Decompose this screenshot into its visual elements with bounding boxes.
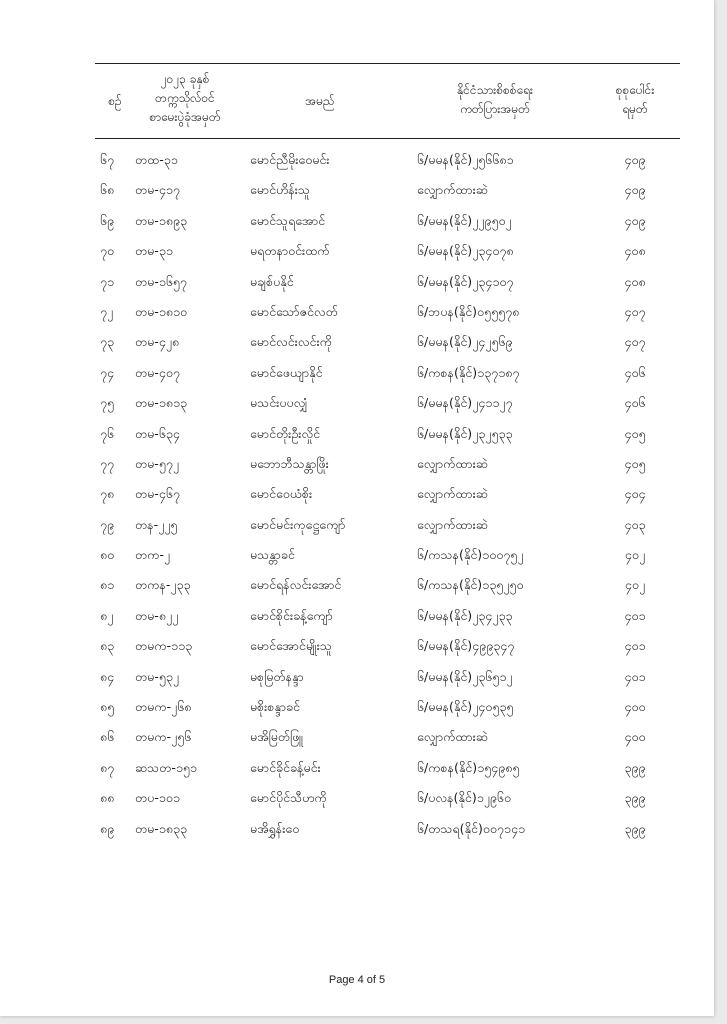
row-number: ၇၇ bbox=[100, 455, 115, 471]
roll-number: တမ-၄၀၇ bbox=[135, 364, 180, 380]
student-name: မောင်ဖေယျာနိုင် bbox=[250, 364, 323, 380]
nrc-number: ၆/မမန(နိုင်)၂၃၄၀၇၈ bbox=[417, 243, 514, 259]
total-score: ၄၀၄ bbox=[624, 486, 646, 502]
table-row bbox=[0, 147, 714, 177]
roll-number: ဆသတ-၁၅၁ bbox=[135, 759, 197, 775]
roll-number: တမ-၄၆၇ bbox=[135, 486, 180, 502]
student-name: မရတနာဝင်းထက် bbox=[250, 243, 330, 259]
table-row bbox=[0, 512, 714, 542]
table-body bbox=[0, 147, 714, 846]
row-number: ၇၃ bbox=[100, 334, 115, 350]
roll-number: တမ-၁၈၉၃ bbox=[135, 212, 188, 228]
student-name: မောင်ပိုင်သီဟကို bbox=[250, 790, 327, 806]
student-name: မစိုးစန္ဒာခင် bbox=[250, 699, 300, 715]
student-name: မောင်သော်ဇင်လတ် bbox=[250, 303, 338, 319]
page-number: Page 4 of 5 bbox=[328, 974, 386, 986]
nrc-number: ၆/မမန(နိုင်)၂၂၉၅၀၂ bbox=[417, 212, 512, 228]
nrc-number: ၆/ကစန(နိုင်)၁၅၄၉၈၅ bbox=[417, 759, 520, 775]
student-name: မစုမြတ်နန္ဒာ bbox=[250, 668, 304, 684]
table-row bbox=[0, 785, 714, 815]
nrc-number: လျှောက်ထားဆဲ bbox=[417, 455, 488, 471]
student-name: မောင်မင်းကုဋ္ဌေကျော် bbox=[250, 516, 346, 532]
table-row bbox=[0, 451, 714, 481]
nrc-number: ၆/မမန(နိုင်)၂၃၄၂၃၃ bbox=[417, 607, 513, 623]
roll-number: တမ-၈၂၂ bbox=[135, 607, 179, 623]
table-top-rule bbox=[95, 63, 680, 64]
nrc-number: ၆/မမန(နိုင်)၂၅၆၆၈၁ bbox=[417, 152, 514, 167]
header-no: စဉ် bbox=[108, 94, 122, 108]
nrc-number: ၆/မမန(နိုင်)၄၉၉၃၄၇ bbox=[417, 638, 515, 654]
total-score: ၄၀၈ bbox=[624, 243, 646, 259]
student-name: မချစ်ပနိုင် bbox=[250, 273, 294, 289]
table-row bbox=[0, 724, 714, 754]
roll-number: တမ-၁၈၁၀ bbox=[135, 303, 188, 319]
total-score: ၄၀၂ bbox=[624, 577, 646, 593]
nrc-number: လျှောက်ထားဆဲ bbox=[417, 182, 488, 198]
row-number: ၇၉ bbox=[100, 516, 115, 532]
row-number: ၈၁ bbox=[100, 577, 115, 593]
roll-number: တက-၂ bbox=[135, 547, 171, 563]
table-row bbox=[0, 269, 714, 299]
row-number: ၈၇ bbox=[100, 759, 115, 775]
nrc-number: ၆/ပလန(နိုင်)၁၂၉၆၀ bbox=[417, 790, 511, 806]
table-row bbox=[0, 572, 714, 602]
row-number: ၇၁ bbox=[100, 273, 115, 289]
nrc-number: ၆/မမန(နိုင်)၂၄၁၁၂၇ bbox=[417, 395, 513, 411]
table-row bbox=[0, 299, 714, 329]
nrc-number: လျှောက်ထားဆဲ bbox=[417, 729, 488, 745]
total-score: ၄၀၁ bbox=[624, 607, 646, 623]
roll-number: တပ-၁၀၁ bbox=[135, 790, 180, 806]
roll-number: တထ-၃၁ bbox=[135, 152, 178, 167]
nrc-number: ၆/တသရ(နိုင်)၀၀၇၁၄၁ bbox=[417, 820, 526, 836]
row-number: ၆၇ bbox=[100, 152, 115, 167]
nrc-number: ၆/မမန(နိုင်)၂၃၄၁၀၇ bbox=[417, 273, 514, 289]
student-name: မောင်ဟိန်းသူ bbox=[250, 182, 310, 198]
roll-number: တမက-၂၆၈ bbox=[135, 699, 192, 715]
table-row bbox=[0, 664, 714, 694]
student-name: မောင်ခိုင်ခန့်မင်း bbox=[250, 759, 321, 775]
row-number: ၇၀ bbox=[100, 243, 115, 259]
nrc-number: ၆/မမန(နိုင်)၂၄၀၅၃၅ bbox=[417, 699, 514, 715]
table-row bbox=[0, 633, 714, 663]
row-number: ၆၈ bbox=[100, 182, 115, 198]
nrc-number: လျှောက်ထားဆဲ bbox=[417, 516, 488, 532]
total-score: ၄၀၅ bbox=[624, 455, 646, 471]
roll-number: တကန-၂၃၃ bbox=[135, 577, 191, 593]
row-number: ၈၅ bbox=[100, 699, 115, 715]
total-score: ၄၀၉ bbox=[624, 182, 646, 198]
roll-number: တမ-၁၈၁၃ bbox=[135, 395, 188, 411]
row-number: ၇၄ bbox=[100, 364, 115, 380]
row-number: ၇၈ bbox=[100, 486, 115, 502]
total-score: ၄၀၇ bbox=[624, 303, 646, 319]
total-score: ၄၀၁ bbox=[624, 638, 646, 654]
total-score: ၃၉၉ bbox=[624, 759, 646, 775]
table-row bbox=[0, 694, 714, 724]
header-roll: ၂၀၂၃ ခုနှစ် တက္ကသိုလ်ဝင် စာမေးပွဲခုံအမှတ် bbox=[149, 72, 221, 124]
row-number: ၈၄ bbox=[100, 668, 115, 684]
table-row bbox=[0, 421, 714, 451]
row-number: ၈၆ bbox=[100, 729, 115, 745]
student-name: မအိမြတ်ဖြူ bbox=[250, 729, 303, 745]
nrc-number: ၆/မမန(နိုင်)၂၃၆၅၁၂ bbox=[417, 668, 513, 684]
student-name: မသန္တာခင် bbox=[250, 547, 295, 563]
total-score: ၄၀၇ bbox=[624, 334, 646, 350]
student-name: မောင်သူရအောင် bbox=[250, 212, 326, 228]
student-name: မသင်းပပလျှံ bbox=[250, 395, 308, 411]
table-header-rule bbox=[95, 138, 680, 139]
roll-number: တမက-၂၅၆ bbox=[135, 729, 192, 745]
student-name: မောင်စိုင်းခန့်ကျော် bbox=[250, 607, 333, 623]
row-number: ၇၅ bbox=[100, 395, 115, 411]
table-row bbox=[0, 208, 714, 238]
header-name: အမည် bbox=[305, 94, 335, 108]
nrc-number: ၆/ဘပန(နိုင်)၀၅၅၅၇၈ bbox=[417, 303, 520, 319]
total-score: ၄၀၅ bbox=[624, 425, 646, 441]
total-score: ၄၀၉ bbox=[624, 212, 646, 228]
header-nrc: နိုင်ငံသားစိစစ်ရေး ကတ်ပြားအမှတ် bbox=[457, 83, 533, 116]
nrc-number: ၆/မမန(နိုင်)၂၄၂၅၆၉ bbox=[417, 334, 513, 350]
roll-number: တမ-၆၃၄ bbox=[135, 425, 180, 441]
roll-number: တမ-၅၇၂ bbox=[135, 455, 180, 471]
roll-number: တမ-၄၂၈ bbox=[135, 334, 180, 350]
table-row bbox=[0, 329, 714, 359]
roll-number: တမ-၄၁၇ bbox=[135, 182, 180, 198]
total-score: ၄၀၆ bbox=[624, 395, 646, 411]
roll-number: တမ-၅၃၂ bbox=[135, 668, 180, 684]
total-score: ၄၀၃ bbox=[624, 516, 646, 532]
total-score: ၄၀၉ bbox=[624, 152, 646, 167]
row-number: ၈၃ bbox=[100, 638, 115, 654]
nrc-number: ၆/ကသန(နိုင်)၁၃၅၂၅၀ bbox=[417, 577, 524, 593]
nrc-number: ၆/မမန(နိုင်)၂၃၂၅၃၃ bbox=[417, 425, 513, 441]
total-score: ၄၀၂ bbox=[624, 547, 646, 563]
row-number: ၈၈ bbox=[100, 790, 115, 806]
row-number: ၈၉ bbox=[100, 820, 115, 836]
row-number: ၇၂ bbox=[100, 303, 114, 319]
roll-number: တမ-၁၈၃၃ bbox=[135, 820, 188, 836]
table-row bbox=[0, 360, 714, 390]
table-row bbox=[0, 603, 714, 633]
header-score: စုစုပေါင်း ရမှတ် bbox=[615, 83, 655, 116]
student-name: မောင်ဝေယံစိုး bbox=[250, 486, 313, 502]
nrc-number: ၆/ကစန(နိုင်)၁၃၇၁၈၇ bbox=[417, 364, 520, 380]
total-score: ၄၀၆ bbox=[624, 364, 646, 380]
total-score: ၄၀၁ bbox=[624, 668, 646, 684]
total-score: ၄၀၀ bbox=[624, 699, 646, 715]
table-row bbox=[0, 481, 714, 511]
student-name: မဘောဘီသန္တာဖြိုး bbox=[250, 455, 329, 471]
total-score: ၃၉၉ bbox=[624, 820, 646, 836]
row-number: ၈၀ bbox=[100, 547, 115, 563]
nrc-number: ၆/ကသန(နိုင်)၁၀၀၇၅၂ bbox=[417, 547, 524, 563]
row-number: ၆၉ bbox=[100, 212, 115, 228]
table-row bbox=[0, 390, 714, 420]
nrc-number: လျှောက်ထားဆဲ bbox=[417, 486, 488, 502]
student-name: မောင်လင်းလင်းကို bbox=[250, 334, 332, 350]
row-number: ၇၆ bbox=[100, 425, 115, 441]
roll-number: တန-၂၂၅ bbox=[135, 516, 178, 532]
table-row bbox=[0, 816, 714, 846]
total-score: ၄၀၈ bbox=[624, 273, 646, 289]
total-score: ၃၉၉ bbox=[624, 790, 646, 806]
student-name: မောင်ရန်လင်းအောင် bbox=[250, 577, 342, 593]
table-row bbox=[0, 177, 714, 207]
table-row bbox=[0, 542, 714, 572]
student-name: မောင်ညီမိုးဝေမင်း bbox=[250, 152, 330, 167]
roll-number: တမက-၁၁၃ bbox=[135, 638, 193, 654]
table-row bbox=[0, 755, 714, 785]
roll-number: တမ-၁၆၅၇ bbox=[135, 273, 187, 289]
student-name: မအိရွှန်းဝေ bbox=[250, 820, 300, 836]
row-number: ၈၂ bbox=[100, 607, 114, 623]
student-name: မောင်အောင်မျိုးသူ bbox=[250, 638, 333, 654]
table-row bbox=[0, 238, 714, 268]
student-name: မောင်တိုးဦးလှိုင် bbox=[250, 425, 321, 441]
total-score: ၄၀၀ bbox=[624, 729, 646, 745]
roll-number: တမ-၃၁ bbox=[135, 243, 173, 259]
